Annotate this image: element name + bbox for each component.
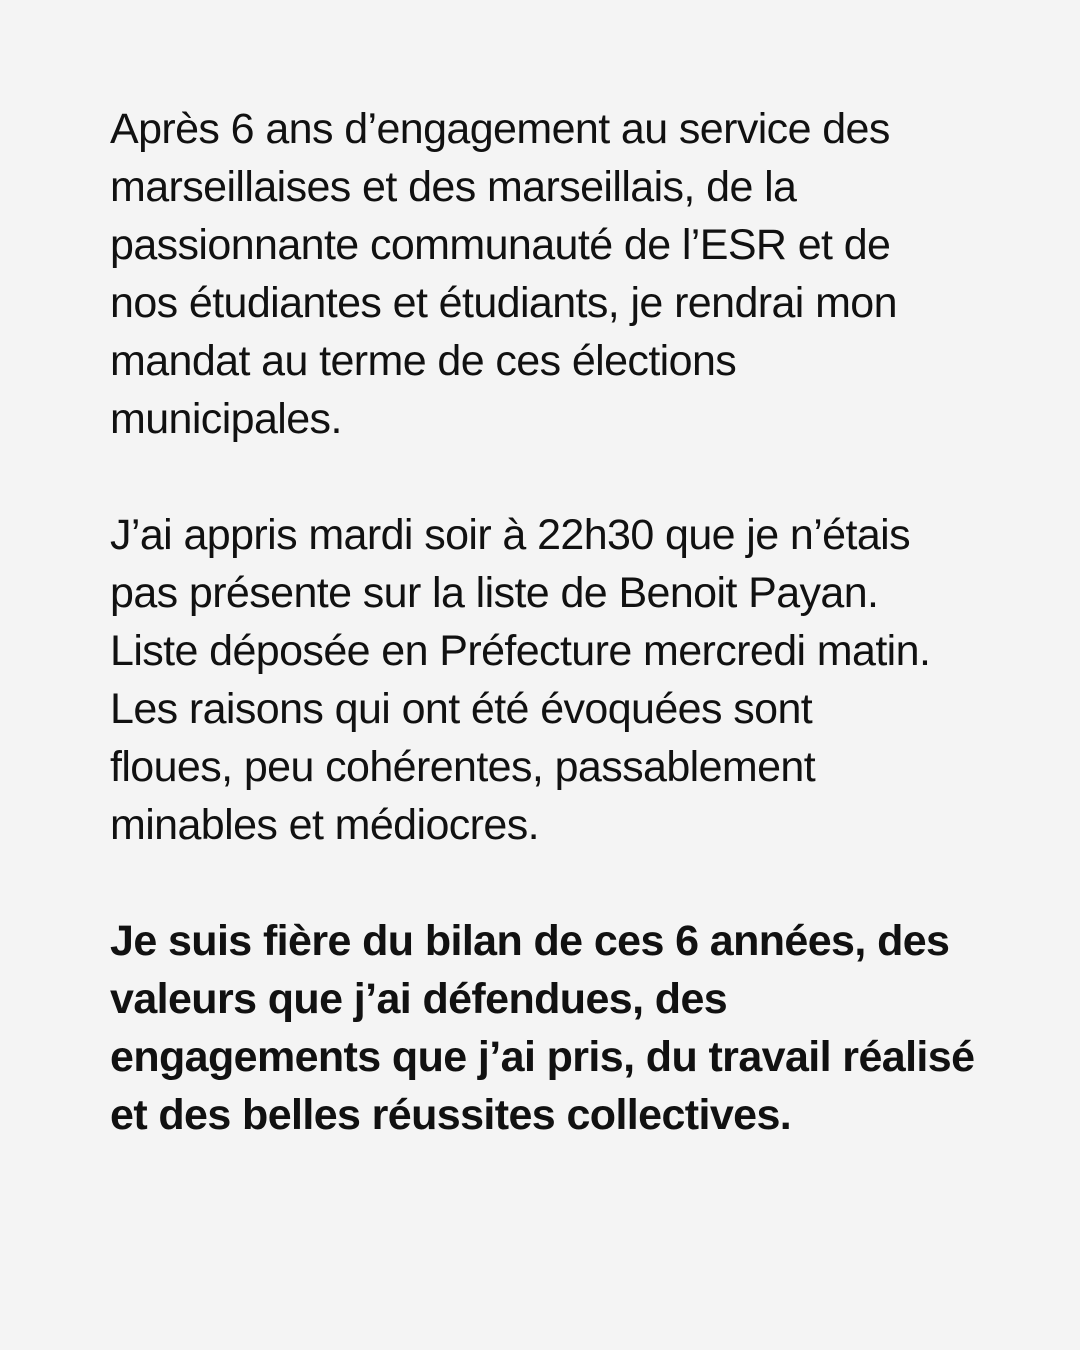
paragraph-3-line-1: Je suis fière du bilan de ces 6 années, des — [110, 917, 950, 965]
paragraph-1-line-6: municipales. — [110, 395, 342, 443]
paragraph-2-line-3: Liste déposée en Préfecture mercredi matin. — [110, 627, 931, 675]
paragraph-2-line-5: floues, peu cohérentes, passablement — [110, 743, 816, 791]
paragraph-3-line-2: valeurs que j’ai défendues, des — [110, 975, 728, 1023]
paragraph-2-line-6: minables et médiocres. — [110, 801, 539, 849]
paragraph-2-line-4: Les raisons qui ont été évoquées sont — [110, 685, 813, 733]
paragraph-2-line-2: pas présente sur la liste de Benoit Payan. — [110, 569, 879, 617]
paragraph-3 — [110, 912, 1000, 1144]
paragraph-3-line-3: engagements que j’ai pris, du travail réalisé — [110, 1033, 975, 1081]
paragraph-1-line-4: nos étudiantes et étudiants, je rendrai mon — [110, 279, 897, 327]
post-paragraphs — [110, 100, 1000, 1144]
paragraph-1-line-1: Après 6 ans d’engagement au service des — [110, 105, 890, 153]
paragraph-2 — [110, 506, 1000, 854]
paragraph-1 — [110, 100, 1000, 448]
paragraph-1-line-3: passionnante communauté de l’ESR et de — [110, 221, 891, 269]
paragraph-1-line-2: marseillaises et des marseillais, de la — [110, 163, 797, 211]
paragraph-1-line-5: mandat au terme de ces élections — [110, 337, 737, 385]
paragraph-3-line-4: et des belles réussites collectives. — [110, 1091, 792, 1139]
paragraph-2-line-1: J’ai appris mardi soir à 22h30 que je n’étais — [110, 511, 911, 559]
